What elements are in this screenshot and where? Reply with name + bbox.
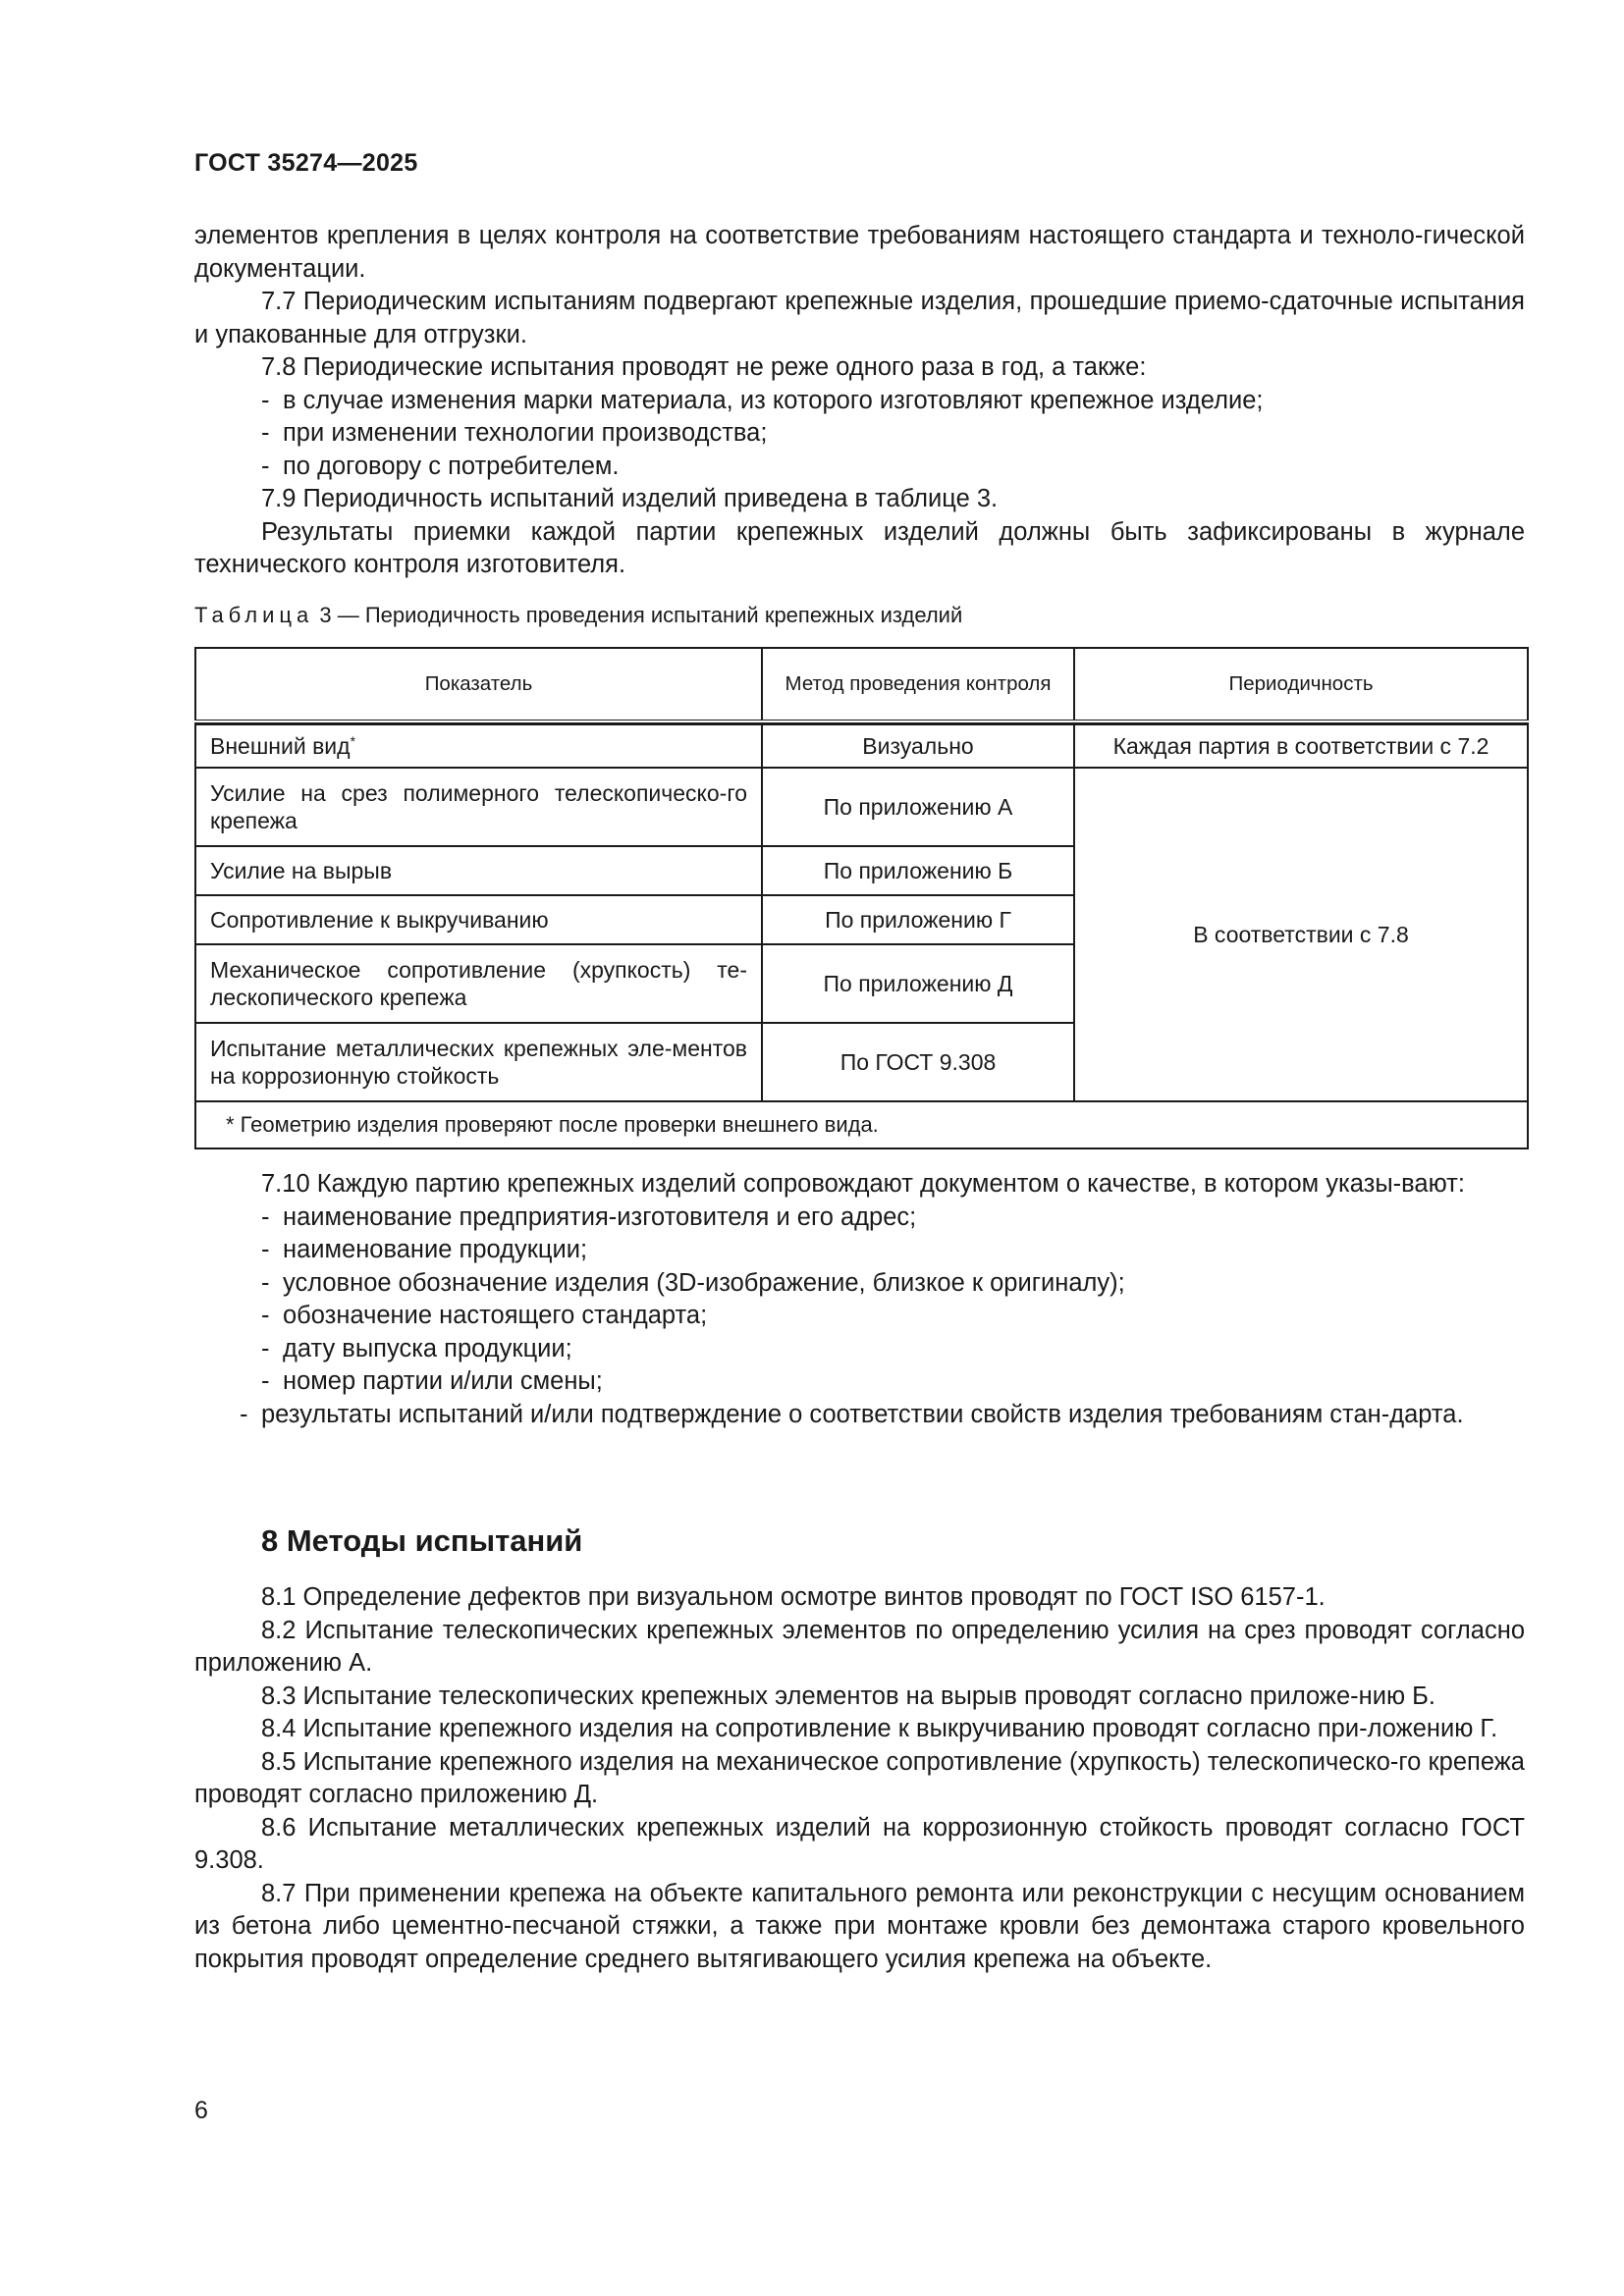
list-item: - наименование продукции; — [261, 1236, 588, 1263]
paragraph-7-10: 7.10 Каждую партию крепежных изделий сопровождают документом о качестве, в котором указы-вают: — [261, 1170, 1465, 1198]
table-cell: Каждая партия в соответствии с 7.2 — [1074, 724, 1528, 768]
list-item: - наименование предприятия-изготовителя и его адрес; — [261, 1202, 917, 1231]
table-footnote-row — [195, 1101, 1528, 1148]
list-item: - условное обозначение изделия (3D-изображение, близкое к оригиналу); — [261, 1268, 1125, 1297]
paragraph-7-7: 7.7 Периодическим испытаниям подвергают крепежные изделия, прошедшие приемо-сдаточные испытания и упакованные для отгрузки. — [194, 288, 1525, 348]
column-header: Периодичность — [1074, 648, 1528, 721]
list-item: - номер партии и/или смены; — [261, 1367, 603, 1395]
table-cell: Усилие на вырыв — [195, 846, 762, 895]
paragraph-8-2: 8.2 Испытание телескопических крепежных элементов по определению усилия на срез проводят согласно приложению А. — [194, 1616, 1525, 1677]
table-cell-merged: В соответствии с 7.8 — [1074, 768, 1528, 1101]
list-item: - обозначение настоящего стандарта; — [261, 1302, 708, 1329]
paragraph-continuation: элементов крепления в целях контроля на соответствие требованиям настоящего стандарта и техноло-гической документации. — [194, 222, 1525, 283]
text-block-7-10 — [194, 1168, 1525, 1431]
column-header: Метод проведения контроля — [762, 648, 1074, 721]
list-item: - по договору с потребителем. — [261, 452, 620, 480]
table-cell: Внешний вид* — [195, 724, 762, 768]
table-cell: По приложению Д — [762, 944, 1074, 1023]
list-item: - дату выпуска продукции; — [261, 1334, 572, 1362]
table-cell: Усилие на срез полимерного телескопическо-го крепежа — [195, 768, 762, 846]
table-cell: Испытание металлических крепежных эле-ментов на коррозионную стойкость — [195, 1023, 762, 1101]
list-item: - при изменении технологии производства; — [261, 419, 768, 447]
column-header: Показатель — [195, 648, 762, 721]
paragraph-7-9: 7.9 Периодичность испытаний изделий приведена в таблице 3. — [261, 485, 999, 512]
paragraph-7-8: 7.8 Периодические испытания проводят не реже одного раза в год, а также: — [261, 353, 1147, 381]
table-cell: Сопротивление к выкручиванию — [195, 895, 762, 944]
paragraph-8-5: 8.5 Испытание крепежного изделия на механическое сопротивление (хрупкость) телескопическо-го крепежа проводят согласно приложению Д. — [194, 1747, 1525, 1808]
page-number: 6 — [194, 2097, 208, 2124]
table-cell: По приложению Б — [762, 846, 1074, 895]
paragraph-8-1: 8.1 Определение дефектов при визуальном осмотре винтов проводят по ГОСТ ISO 6157-1. — [261, 1583, 1326, 1611]
table-row — [195, 768, 1528, 846]
table-cell: Визуально — [762, 724, 1074, 768]
document-header: ГОСТ 35274—2025 — [194, 149, 418, 177]
paragraph-8-6: 8.6 Испытание металлических крепежных изделий на коррозионную стойкость проводят согласно ГОСТ 9.308. — [194, 1813, 1525, 1874]
table-footnote: * Геометрию изделия проверяют после проверки внешнего вида. — [195, 1101, 1528, 1148]
text-block-7 — [194, 220, 1525, 582]
table-row — [195, 724, 1528, 768]
table-3 — [194, 647, 1529, 1149]
list-item: - в случае изменения марки материала, из которого изготовляют крепежное изделие; — [261, 386, 1264, 414]
paragraph-8-4: 8.4 Испытание крепежного изделия на сопротивление к выкручиванию проводят согласно при-ложению Г. — [261, 1715, 1498, 1742]
footnote-mark: * — [350, 733, 356, 749]
paragraph-8-3: 8.3 Испытание телескопических крепежных элементов на вырыв проводят согласно приложе-нию Б. — [261, 1682, 1435, 1710]
paragraph-results: Результаты приемки каждой партии крепежных изделий должны быть зафиксированы в журнале технического контроля изготовителя. — [194, 517, 1525, 578]
table-caption: Таблица 3 — Периодичность проведения испытаний крепежных изделий — [194, 603, 963, 627]
table-cell: По ГОСТ 9.308 — [762, 1023, 1074, 1101]
table-cell: Механическое сопротивление (хрупкость) те-лескопического крепежа — [195, 944, 762, 1023]
paragraph-8-7: 8.7 При применении крепежа на объекте капитального ремонта или реконструкции с несущим основанием из бетона либо цементно-песчаной стяжки, а также при монтаже кровли без демонтажа старого кровельного покрытия проводят определение среднего вытягивающего усилия крепежа на объекте. — [194, 1879, 1525, 1973]
table-cell: По приложению Г — [762, 895, 1074, 944]
list-item-wrapped: - результаты испытаний и/или подтверждение о соответствии свойств изделия требованиям стан-дарта. — [240, 1400, 1464, 1428]
table-cell: По приложению А — [762, 768, 1074, 846]
text-block-8 — [194, 1581, 1525, 1976]
section-8-title: 8 Методы испытаний — [261, 1523, 583, 1558]
table-header-row — [195, 648, 1528, 721]
